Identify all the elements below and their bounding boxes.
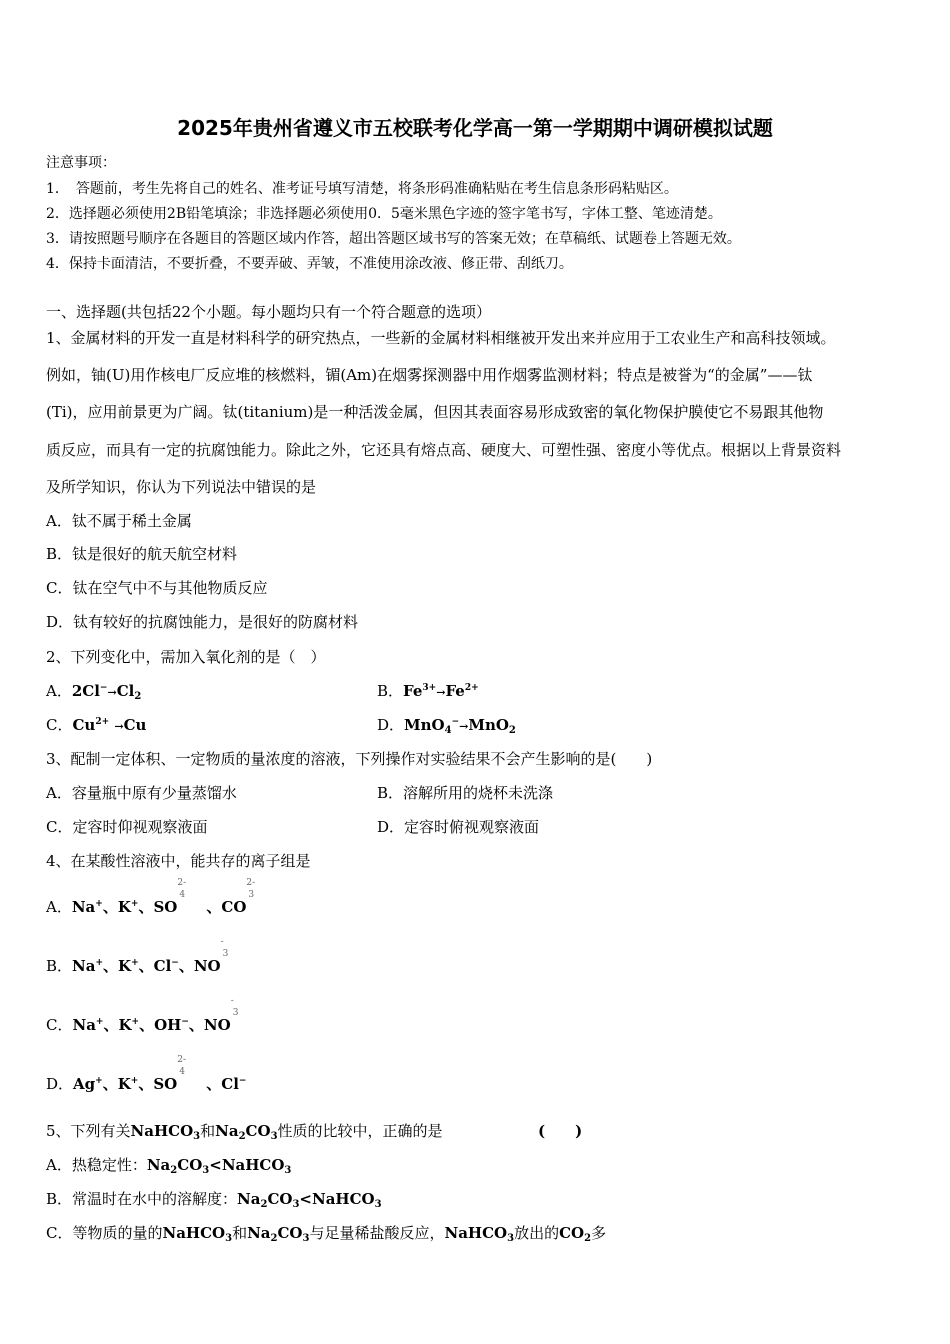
q2-option-d: D．MnO$_4$−→MnO$_2$	[377, 716, 516, 736]
q2-option-c: C．$Cu^{2+} \to Cu$	[46, 716, 147, 734]
question-3-stem: 3、配制一定体积、一定物质的量浓度的溶液，下列操作对实验结果不会产生影响的是( )	[46, 750, 653, 768]
q3-option-a: A．容量瓶中原有少量蒸馏水	[46, 784, 237, 802]
q3-option-c: C．定容时仰视观察液面	[46, 818, 208, 836]
q1-option-a: A．钛不属于稀土金属	[46, 512, 192, 530]
q5-option-b: B．常温时在水中的溶解度：$Na_2CO_3<NaHCO_3$	[46, 1190, 382, 1210]
q4-option-c: C．Na+、K+、OH−、NO - 3	[46, 996, 239, 1034]
q3-option-b: B．溶解所用的烧杯未洗涤	[377, 784, 554, 802]
q2-option-b: B．$Fe^{3+}\to Fe^{2+}$	[377, 682, 479, 700]
q2-option-a: A．$2Cl^-\to Cl_2$	[46, 682, 142, 702]
q1-option-d: D．钛有较好的抗腐蚀能力，是很好的防腐材料	[46, 613, 359, 631]
section-heading: 一、选择题(共包括22个小题。每小题均只有一个符合题意的选项）	[46, 303, 491, 321]
notice-item: 4．保持卡面清洁，不要折叠，不要弄破、弄皱，不准使用涂改液、修正带、刮纸刀。	[46, 256, 573, 272]
question-1-line: (Ti)，应用前景更为广阔。钛(titanium)是一种活泼金属，但因其表面容易形成致密的氧化物保护膜使它不易跟其他物	[46, 403, 824, 421]
question-5-stem: 5、下列有关NaHCO$_3$和$Na_2CO_3$性质的比较中，正确的是	[46, 1122, 443, 1142]
answer-paren: ( )	[538, 1122, 583, 1140]
q4-option-a: A．Na+、K+、SO 2- 4 、CO 2- 3	[46, 878, 256, 916]
question-2-stem: 2、下列变化中，需加入氧化剂的是（ ）	[46, 648, 326, 666]
q5-option-c: C．等物质的量的NaHCO$_3$和$Na_2CO_3$与足量稀盐酸反应，NaHCO$_3$放出的$CO_2$多	[46, 1224, 607, 1244]
q1-option-c: C．钛在空气中不与其他物质反应	[46, 579, 268, 597]
question-1-line: 及所学知识，你认为下列说法中错误的是	[46, 478, 317, 496]
q5-option-a: A．热稳定性：$Na_2CO_3<NaHCO_3$	[46, 1156, 292, 1176]
q3-option-d: D．定容时俯视观察液面	[377, 818, 540, 836]
q1-option-b: B．钛是很好的航天航空材料	[46, 545, 238, 563]
notice-item: 2．选择题必须使用2B铅笔填涂；非选择题必须使用0．5毫米黑色字迹的签字笔书写，字体工整、笔迹清楚。	[46, 206, 722, 222]
q4-option-d: D．Ag+、K+、SO 2- 4 、Cl−	[46, 1055, 247, 1093]
question-4-stem: 4、在某酸性溶液中，能共存的离子组是	[46, 852, 311, 870]
question-1-line: 例如，铀(U)用作核电厂反应堆的核燃料，镅(Am)在烟雾探测器中用作烟雾监测材料；特点是被誉为“的金属”——钛	[46, 366, 813, 384]
page-title: 2025年贵州省遵义市五校联考化学高一第一学期期中调研模拟试题	[177, 116, 773, 140]
q4-option-b: B．Na+、K+、Cl−、NO - 3	[46, 937, 229, 975]
question-1-line: 1、金属材料的开发一直是材料科学的研究热点，一些新的金属材料相继被开发出来并应用于工农业生产和高科技领域。	[46, 329, 836, 347]
notice-item: 1． 答题前，考生先将自己的姓名、准考证号填写清楚，将条形码准确粘贴在考生信息条形码粘贴区。	[46, 181, 678, 197]
notice-heading: 注意事项：	[46, 155, 116, 171]
question-1-line: 质反应，而具有一定的抗腐蚀能力。除此之外，它还具有熔点高、硬度大、可塑性强、密度小等优点。根据以上背景资料	[46, 441, 842, 459]
notice-item: 3．请按照题号顺序在各题目的答题区域内作答，超出答题区域书写的答案无效；在草稿纸、试题卷上答题无效。	[46, 231, 741, 247]
